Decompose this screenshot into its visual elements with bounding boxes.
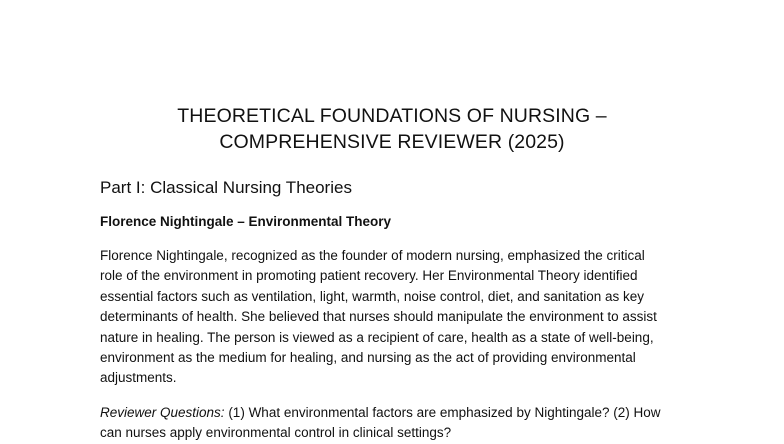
paragraph-line: adjustments. (100, 370, 177, 386)
paragraph-line: environment as the medium for healing, and nursing as the act of providing environmental (100, 350, 636, 366)
paragraph-line: role of the environment in promoting patient recovery. Her Environmental Theory identified (100, 268, 638, 284)
part-heading: Part I: Classical Nursing Theories (100, 178, 352, 197)
reviewer-questions-text: (1) What environmental factors are emphasized by Nightingale? (2) How (224, 405, 661, 420)
reviewer-line-2: can nurses apply environmental control in clinical settings? (100, 425, 452, 441)
reviewer-line-1 (100, 403, 700, 423)
paragraph-line: determinants of health. She believed that nurses should manipulate the environment to assist (100, 309, 657, 325)
document-title-line-1: THEORETICAL FOUNDATIONS OF NURSING – (177, 105, 607, 127)
reviewer-label: Reviewer Questions: (100, 405, 225, 420)
paragraph-line: nature in healing. The person is viewed as a recipient of care, health as a state of well-being, (100, 329, 654, 345)
document-title-line-2: COMPREHENSIVE REVIEWER (2025) (219, 131, 565, 153)
paragraph-line: Florence Nightingale, recognized as the founder of modern nursing, emphasized the critical (100, 248, 645, 263)
nightingale-paragraph (100, 246, 700, 389)
reviewer-questions (100, 403, 700, 444)
paragraph-line: essential factors such as ventilation, light, warmth, noise control, diet, and sanitation as key (100, 288, 645, 304)
section-heading: Florence Nightingale – Environmental Theory (100, 214, 392, 229)
